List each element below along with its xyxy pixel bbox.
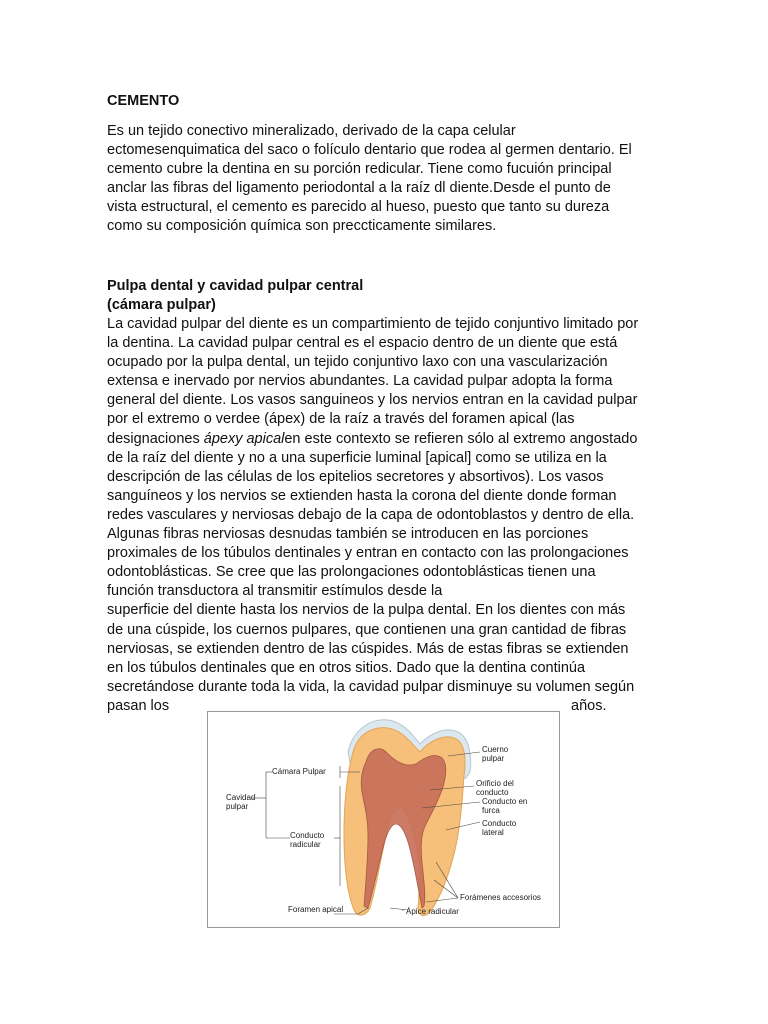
italic-term: ápexy apical [203,430,285,447]
text-line: anclar las fibras del ligamento periodontal a la raíz dl diente.Desde el punto de [107,180,611,197]
label-furca-line2: furca [482,806,500,815]
label-cavidad-line1: Cavidad [226,793,256,802]
label-orificio-line2: conducto [476,788,509,797]
label-cuerno-line1: Cuerno [482,745,509,754]
label-conducto-radicular-line2: radicular [290,840,321,849]
text-line: redes vasculares y nerviosas debajo de la capa de odontoblastos y dentro de ella. [107,506,635,523]
paragraph-pulpa [107,315,638,716]
label-conducto-radicular-line1: Conducto [290,831,325,840]
text-line: general del diente. Los vasos sanguineos y los nervios entran en la cavidad pulpar [107,392,638,409]
text-line: como su composición química son preccticamente similares. [107,218,497,235]
text-line: Es un tejido conectivo mineralizado, derivado de la capa celular [107,123,516,139]
text-segment: designaciones [107,430,204,447]
label-orificio-line1: Orificio del [476,779,514,788]
label-cuerno-line2: pulpar [482,754,505,763]
text-line: en los túbulos dentinales que en otros sitios. Dado que la dentina continúa [107,659,586,676]
text-line: por el extremo o verdee (ápex) de la raíz a través del foramen apical (las [107,411,575,428]
text-line: odontoblásticas. Se cree que las prolongaciones odontoblásticas tienen una [107,564,596,581]
text-line: descripción de las células de los epitelios secretores y absortivos). Los vasos [107,468,604,485]
text-segment-right: años. [571,697,607,714]
text-line: superficie del diente hasta los nervios de la pulpa dental. En los dientes con más [107,602,626,619]
text-line: extensa e inervado por nervios abundantes. La cavidad pulpar adopta la forma [107,373,613,390]
text-segment-left: pasan los [107,697,170,714]
label-furca-line1: Conducto en [482,797,528,806]
text-line: Algunas fibras nerviosas desnudas también se introducen en las porciones [107,526,589,543]
label-camara-pulpar: Cámara Pulpar [272,767,326,776]
text-line: de la raíz del diente y no a una superficie luminal [apical] como se utiliza en la [107,449,607,466]
text-line: nerviosas, se extienden dentro de las cúspides. Más de estas fibras se extienden [107,640,629,657]
text-line: ectomesenquimatica del saco o folículo dentario que rodea al germen dentario. El [107,142,632,159]
text-line: La cavidad pulpar del diente es un compartimiento de tejido conjuntivo limitado por [107,316,639,332]
section-heading-cemento: CEMENTO [107,93,180,109]
text-line: vista estructural, el cemento es parecido al hueso, puesto que tanto su dureza [107,199,610,216]
text-line: proximales de los túbulos dentinales y entran en contacto con las prolongaciones [107,545,629,562]
label-lateral-line1: Conducto [482,819,517,828]
section-subheading-camara: (cámara pulpar) [107,297,216,313]
label-apice-radicular: Ápice radicular [406,907,459,916]
tooth-pulp-diagram [207,711,560,928]
paragraph-cemento [107,122,632,237]
label-foramen-apical: Foramen apical [288,905,344,914]
section-heading-pulpa: Pulpa dental y cavidad pulpar central [107,278,364,294]
label-cavidad-line2: pulpar [226,802,249,811]
text-line: de una cúspide, los cuernos pulpares, que contienen una gran cantidad de fibras [107,621,627,638]
text-line-italic [107,430,638,449]
text-line: secretándose durante toda la vida, la cavidad pulpar disminuye su volumen según [107,678,635,695]
text-line: la dentina. La cavidad pulpar central es el espacio dentro de un diente que está [107,335,618,352]
label-foramenes-accesorios: Forámenes accesorios [460,893,541,902]
label-lateral-line2: lateral [482,828,504,837]
text-segment: en este contexto se refieren sólo al extremo angostado [284,430,638,447]
tooth-diagram-svg [208,712,559,927]
text-line: función transductora al transmitir estímulos desde la [107,583,443,600]
text-line: sanguíneos y los nervios se extienden hasta la corona del diente donde forman [107,487,617,504]
text-line: cemento cubre la dentina en su porción redicular. Tiene como fucuión principal [107,161,612,178]
text-line: ocupado por la pulpa dental, un tejido conjuntivo laxo con una vascularización [107,354,608,371]
